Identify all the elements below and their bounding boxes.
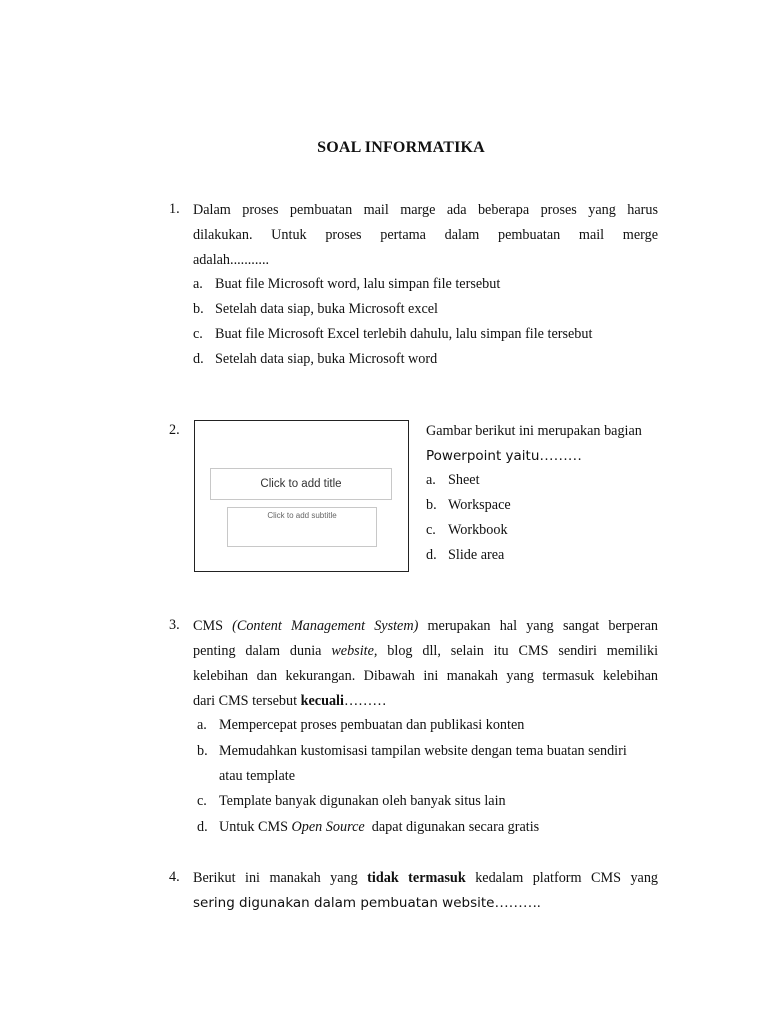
slide-image — [194, 420, 409, 572]
answer-option: d. Slide area — [426, 547, 505, 563]
answer-option: c. Template banyak digunakan oleh banyak situs lain — [197, 793, 506, 809]
answer-option: d. Untuk CMS Open Source dapat digunakan secara gratis — [197, 819, 540, 835]
question-number: 3. — [169, 617, 180, 633]
question-text: kelebihan dan kekurangan. Dibawah ini manakah yang termasuk kelebihan — [193, 668, 658, 684]
question-text: sering digunakan dalam pembuatan website………. — [193, 895, 541, 911]
answer-option: c. Workbook — [426, 522, 508, 538]
question-number: 4. — [169, 869, 180, 885]
question-number: 1. — [169, 201, 180, 217]
question-text: adalah........... — [193, 252, 270, 268]
question-text: dilakukan. Untuk proses pertama dalam pembuatan mail merge — [193, 227, 658, 243]
question-text: Berikut ini manakah yang tidak termasuk kedalam platform CMS yang — [193, 870, 659, 886]
question-number: 2. — [169, 422, 180, 438]
answer-option: b. Workspace — [426, 497, 511, 513]
question-text: Dalam proses pembuatan mail marge ada beberapa proses yang harus — [193, 202, 658, 218]
answer-option: b. Memudahkan kustomisasi tampilan website dengan tema buatan sendiri — [197, 743, 627, 759]
question-text: Powerpoint yaitu……… — [426, 448, 582, 464]
question-text: Gambar berikut ini merupakan bagian — [426, 423, 642, 439]
question-text: dari CMS tersebut kecuali……… — [193, 693, 387, 709]
question-text: penting dalam dunia website, blog dll, selain itu CMS sendiri memiliki — [193, 643, 659, 659]
answer-option-continued: atau template — [219, 768, 296, 784]
question-text: CMS (Content Management System) merupakan hal yang sangat berperan — [193, 618, 658, 634]
answer-option: b. Setelah data siap, buka Microsoft excel — [193, 301, 438, 317]
answer-option: a. Buat file Microsoft word, lalu simpan file tersebut — [193, 276, 501, 292]
slide-title-placeholder: Click to add title — [210, 468, 392, 500]
answer-option: d. Setelah data siap, buka Microsoft word — [193, 351, 438, 367]
page-title: SOAL INFORMATIKA — [317, 139, 485, 156]
answer-option: c. Buat file Microsoft Excel terlebih dahulu, lalu simpan file tersebut — [193, 326, 593, 342]
answer-option: a. Sheet — [426, 472, 480, 488]
slide-subtitle-placeholder: Click to add subtitle — [227, 507, 377, 547]
answer-option: a. Mempercepat proses pembuatan dan publikasi konten — [197, 717, 525, 733]
